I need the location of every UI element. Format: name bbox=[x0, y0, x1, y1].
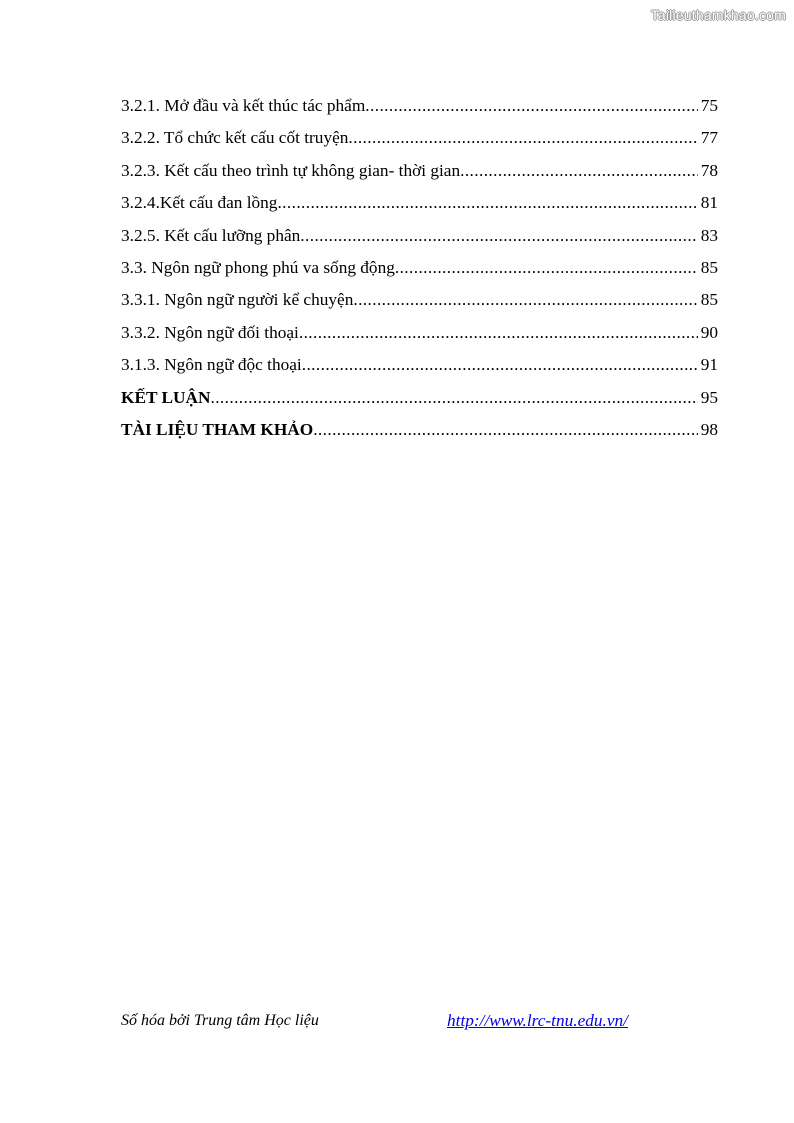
toc-dot-leader bbox=[353, 288, 697, 312]
table-of-contents bbox=[121, 94, 718, 450]
watermark-text: Tailieuthamkhao.com bbox=[650, 7, 786, 23]
toc-entry-conclusion[interactable] bbox=[121, 386, 718, 418]
toc-entry-title: 3.2.5. Kết cấu lưỡng phân bbox=[121, 225, 301, 245]
toc-entry-title: 3.2.4.Kết cấu đan lồng bbox=[121, 193, 278, 213]
toc-dot-leader bbox=[348, 126, 697, 150]
toc-dot-leader bbox=[302, 353, 698, 377]
toc-entry-page: 81 bbox=[700, 193, 718, 213]
toc-entry-title: 3.2.1. Mở đầu và kết thúc tác phẩm bbox=[121, 96, 366, 115]
toc-entry[interactable] bbox=[121, 224, 718, 256]
toc-entry-title: TÀI LIỆU THAM KHẢO bbox=[121, 419, 314, 439]
toc-entry-title: 3.3.2. Ngôn ngữ đối thoại bbox=[121, 322, 299, 342]
toc-entry-page: 78 bbox=[700, 160, 718, 180]
toc-entry-page: 77 bbox=[700, 128, 718, 148]
toc-entry-title: KẾT LUẬN bbox=[121, 387, 211, 407]
toc-entry-page: 83 bbox=[700, 225, 718, 245]
toc-dot-leader bbox=[277, 191, 697, 215]
footer-digitized-credit: Số hóa bởi Trung tâm Học liệu bbox=[121, 1012, 319, 1029]
toc-entry-page: 98 bbox=[700, 419, 718, 439]
toc-entry[interactable] bbox=[121, 94, 718, 126]
toc-entry[interactable] bbox=[121, 159, 718, 191]
toc-dot-leader bbox=[210, 386, 697, 410]
footer-website-link[interactable]: http://www.lrc-tnu.edu.vn/ bbox=[447, 1011, 628, 1030]
toc-entry-references[interactable] bbox=[121, 418, 718, 450]
toc-entry-page: 95 bbox=[700, 387, 718, 407]
toc-dot-leader bbox=[300, 224, 697, 248]
toc-entry-page: 90 bbox=[700, 322, 718, 342]
toc-entry-title: 3.2.2. Tổ chức kết cấu cốt truyện bbox=[121, 128, 349, 148]
toc-entry-page: 91 bbox=[700, 355, 718, 375]
toc-entry[interactable] bbox=[121, 256, 718, 288]
toc-entry-page: 85 bbox=[700, 257, 718, 277]
toc-entry-title: 3.1.3. Ngôn ngữ độc thoại bbox=[121, 355, 302, 375]
toc-dot-leader bbox=[460, 159, 698, 183]
toc-entry-page: 75 bbox=[700, 96, 718, 115]
toc-entry[interactable] bbox=[121, 288, 718, 320]
toc-dot-leader bbox=[313, 418, 698, 442]
toc-entry[interactable] bbox=[121, 321, 718, 353]
toc-entry-title: 3.3. Ngôn ngữ phong phú va sống động bbox=[121, 257, 395, 277]
toc-dot-leader bbox=[365, 94, 697, 118]
toc-entry-page: 85 bbox=[700, 290, 718, 310]
toc-entry-title: 3.3.1. Ngôn ngữ người kể chuyện bbox=[121, 290, 354, 310]
toc-dot-leader bbox=[299, 321, 698, 345]
toc-dot-leader bbox=[395, 256, 698, 280]
toc-entry[interactable] bbox=[121, 191, 718, 223]
toc-entry[interactable] bbox=[121, 126, 718, 158]
toc-entry-title: 3.2.3. Kết cấu theo trình tự không gian- thời gian bbox=[121, 160, 461, 180]
toc-entry[interactable] bbox=[121, 353, 718, 385]
